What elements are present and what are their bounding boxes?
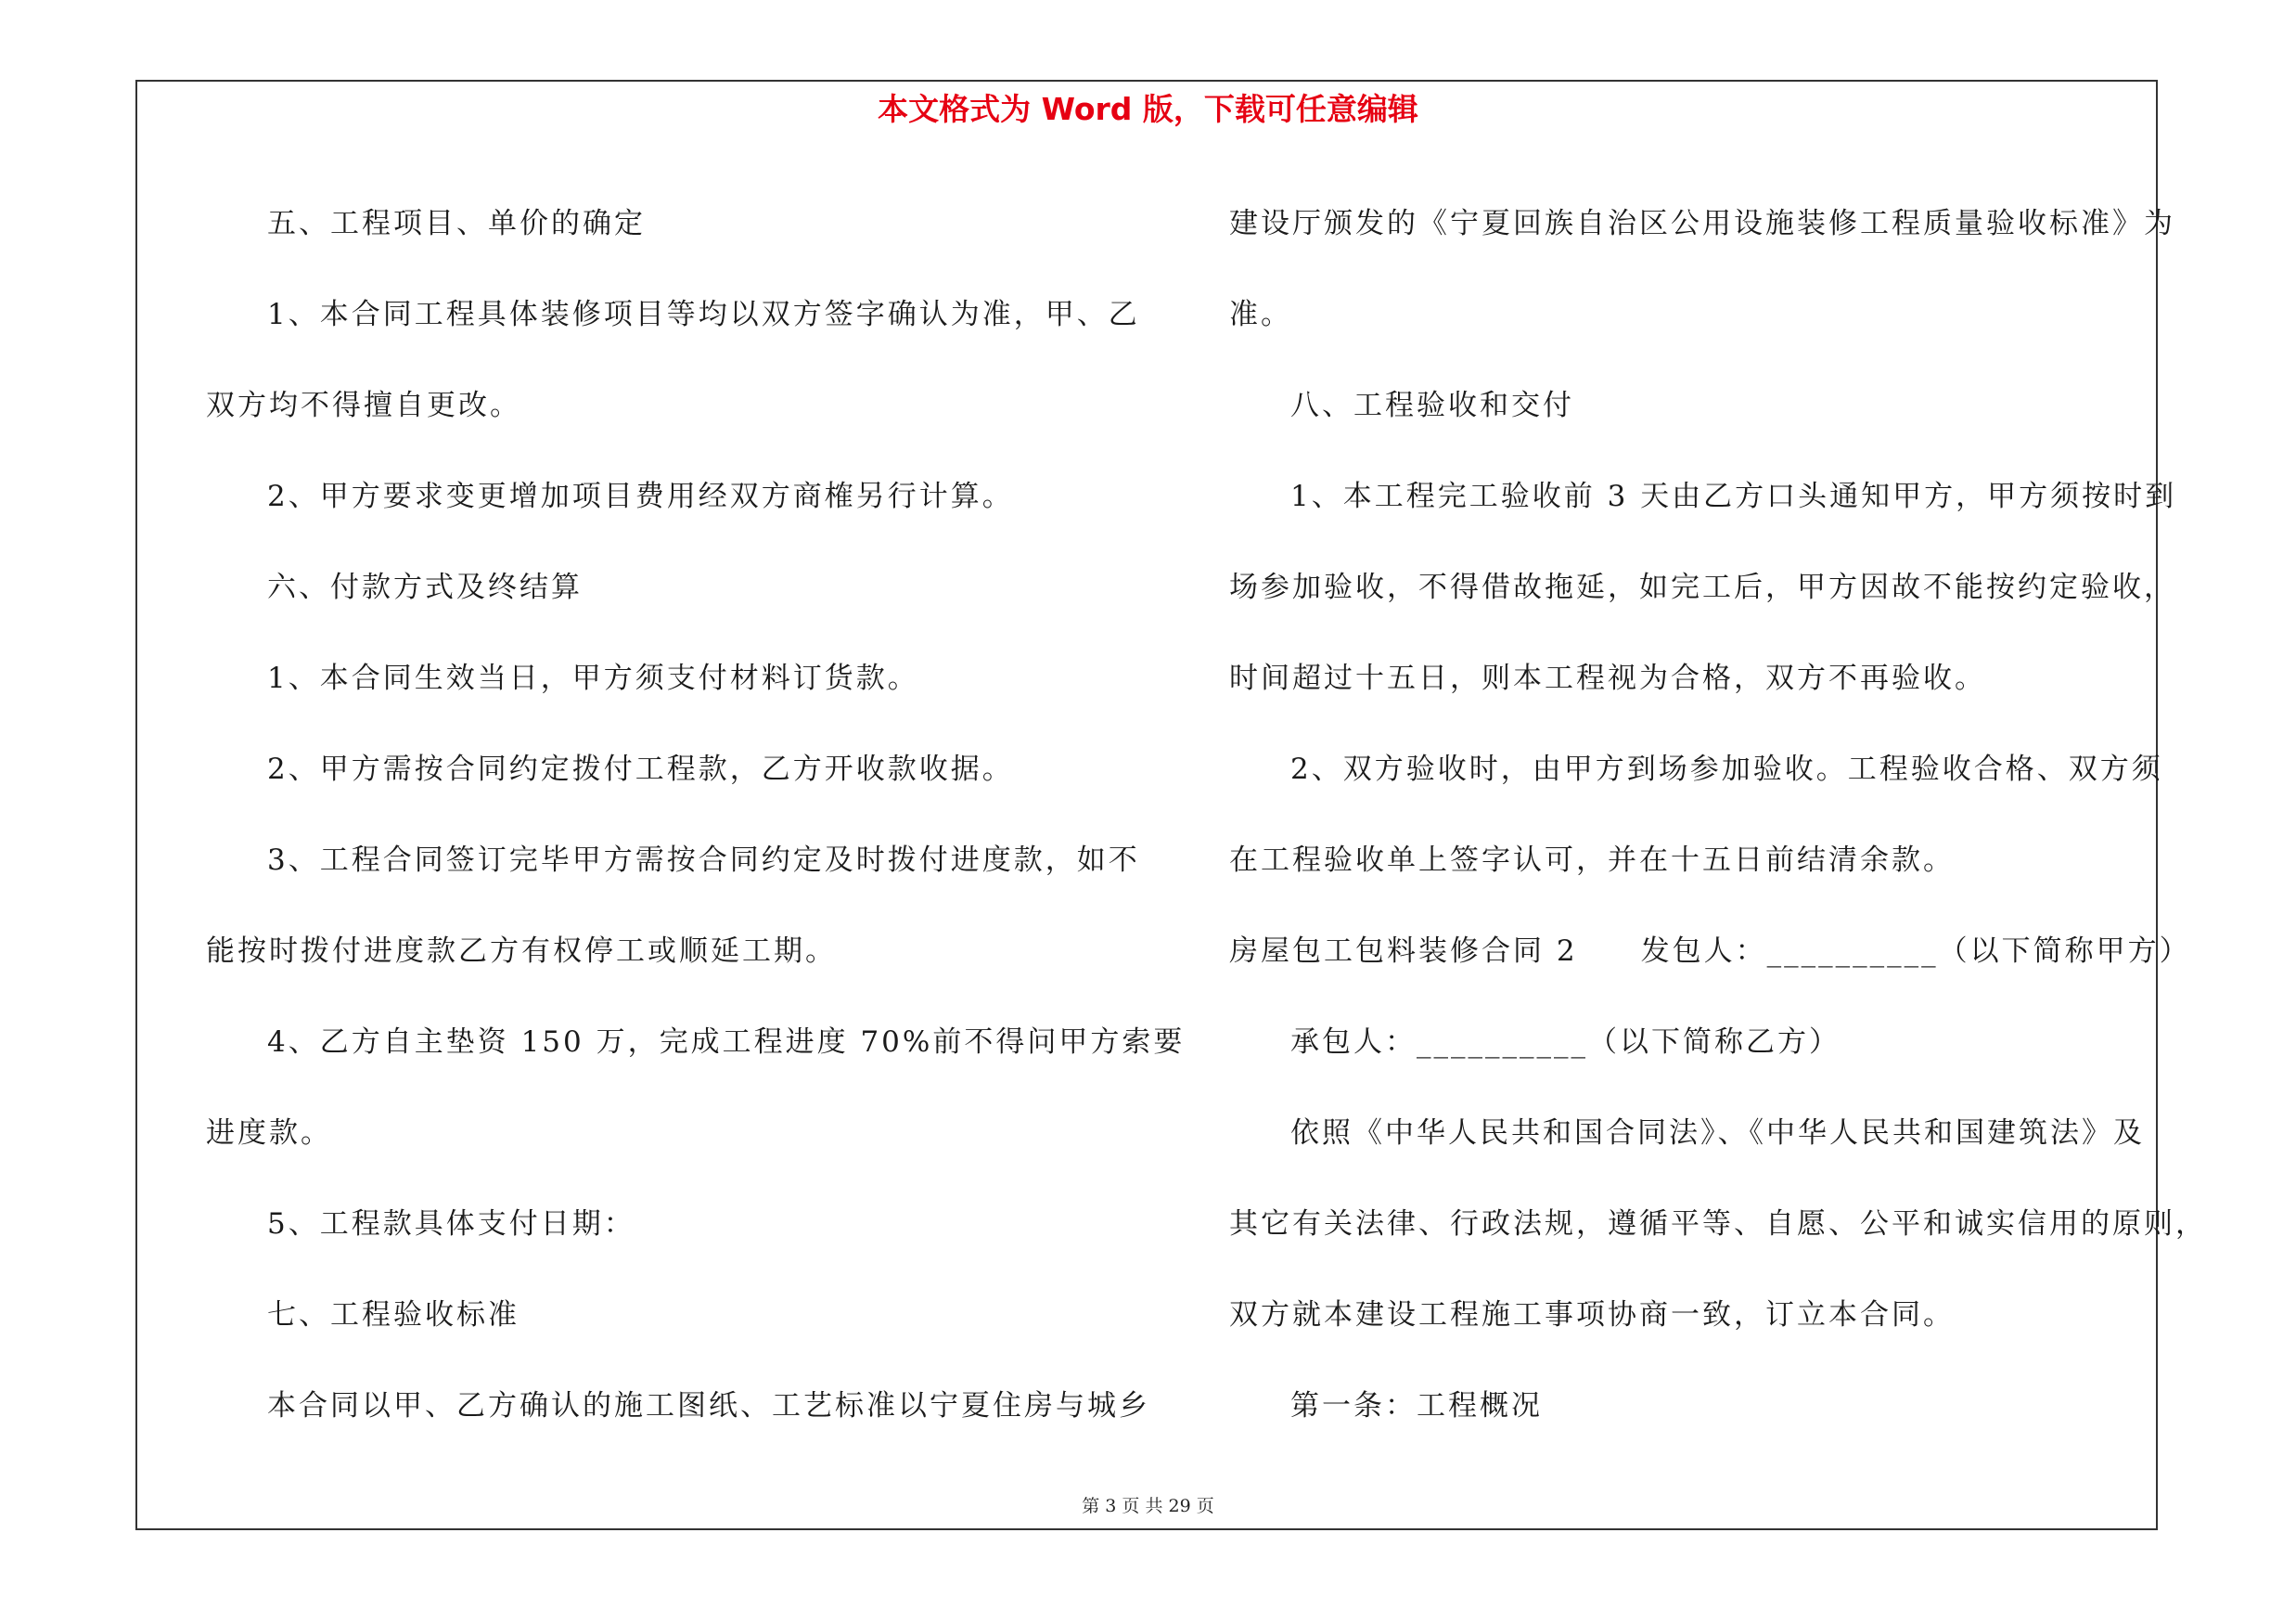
paragraph-line: 承包人：__________（以下简称乙方） xyxy=(1290,1025,1841,1059)
right-column xyxy=(1229,178,2207,1451)
paragraph-line: 七、工程验收标准 xyxy=(267,1298,519,1332)
paragraph-line: 时间超过十五日，则本工程视为合格，双方不再验收。 xyxy=(1229,662,1986,695)
paragraph-line: 2、双方验收时，由甲方到场参加验收。工程验收合格、双方须 xyxy=(1290,753,2163,786)
paragraph-line: 五、工程项目、单价的确定 xyxy=(267,207,646,240)
page-number: 第 3 页 共 29 页 xyxy=(1082,1496,1214,1516)
paragraph-line: 1、本工程完工验收前 3 天由乙方口头通知甲方，甲方须按时到 xyxy=(1290,480,2177,513)
paragraph-line: 八、工程验收和交付 xyxy=(1290,389,1574,422)
paragraph-line: 房屋包工包料装修合同 2 发包人：__________（以下简称甲方） xyxy=(1229,934,2191,968)
paragraph-line: 能按时拨付进度款乙方有权停工或顺延工期。 xyxy=(206,934,837,968)
paragraph-line: 六、付款方式及终结算 xyxy=(267,571,583,604)
paragraph-line: 第一条：工程概况 xyxy=(1290,1389,1543,1423)
paragraph-line: 场参加验收，不得借故拖延，如完工后，甲方因故不能按约定验收， xyxy=(1229,571,2175,604)
paragraph-line: 5、工程款具体支付日期： xyxy=(267,1207,635,1241)
paragraph-line: 3、工程合同签订完毕甲方需按合同约定及时拨付进度款，如不 xyxy=(267,844,1140,877)
paragraph-line: 建设厅颁发的《宁夏回族自治区公用设施装修工程质量验收标准》为 xyxy=(1229,207,2175,240)
paragraph-line: 准。 xyxy=(1229,298,1292,331)
paragraph-line: 其它有关法律、行政法规，遵循平等、自愿、公平和诚实信用的原则， xyxy=(1229,1207,2207,1241)
paragraph-line: 进度款。 xyxy=(206,1116,332,1150)
paragraph-line: 2、甲方要求变更增加项目费用经双方商榷另行计算。 xyxy=(267,480,1014,513)
paragraph-line: 1、本合同工程具体装修项目等均以双方签字确认为准，甲、乙 xyxy=(267,298,1140,331)
paragraph-line: 本合同以甲、乙方确认的施工图纸、工艺标准以宁夏住房与城乡 xyxy=(267,1389,1150,1423)
paragraph-line: 双方均不得擅自更改。 xyxy=(206,389,521,422)
paragraph-line: 4、乙方自主垫资 150 万，完成工程进度 70%前不得问甲方索要 xyxy=(267,1025,1186,1059)
left-column xyxy=(206,178,1186,1451)
paragraph-line: 双方就本建设工程施工事项协商一致，订立本合同。 xyxy=(1229,1298,1955,1332)
paragraph-line: 2、甲方需按合同约定拨付工程款，乙方开收款收据。 xyxy=(267,753,1014,786)
paragraph-line: 1、本合同生效当日，甲方须支付材料订货款。 xyxy=(267,662,919,695)
paragraph-line: 在工程验收单上签字认可，并在十五日前结清余款。 xyxy=(1229,844,1955,877)
paragraph-line: 依照《中华人民共和国合同法》、《中华人民共和国建筑法》及 xyxy=(1290,1116,2145,1150)
format-notice-banner: 本文格式为 Word 版，下载可任意编辑 xyxy=(878,91,1418,127)
